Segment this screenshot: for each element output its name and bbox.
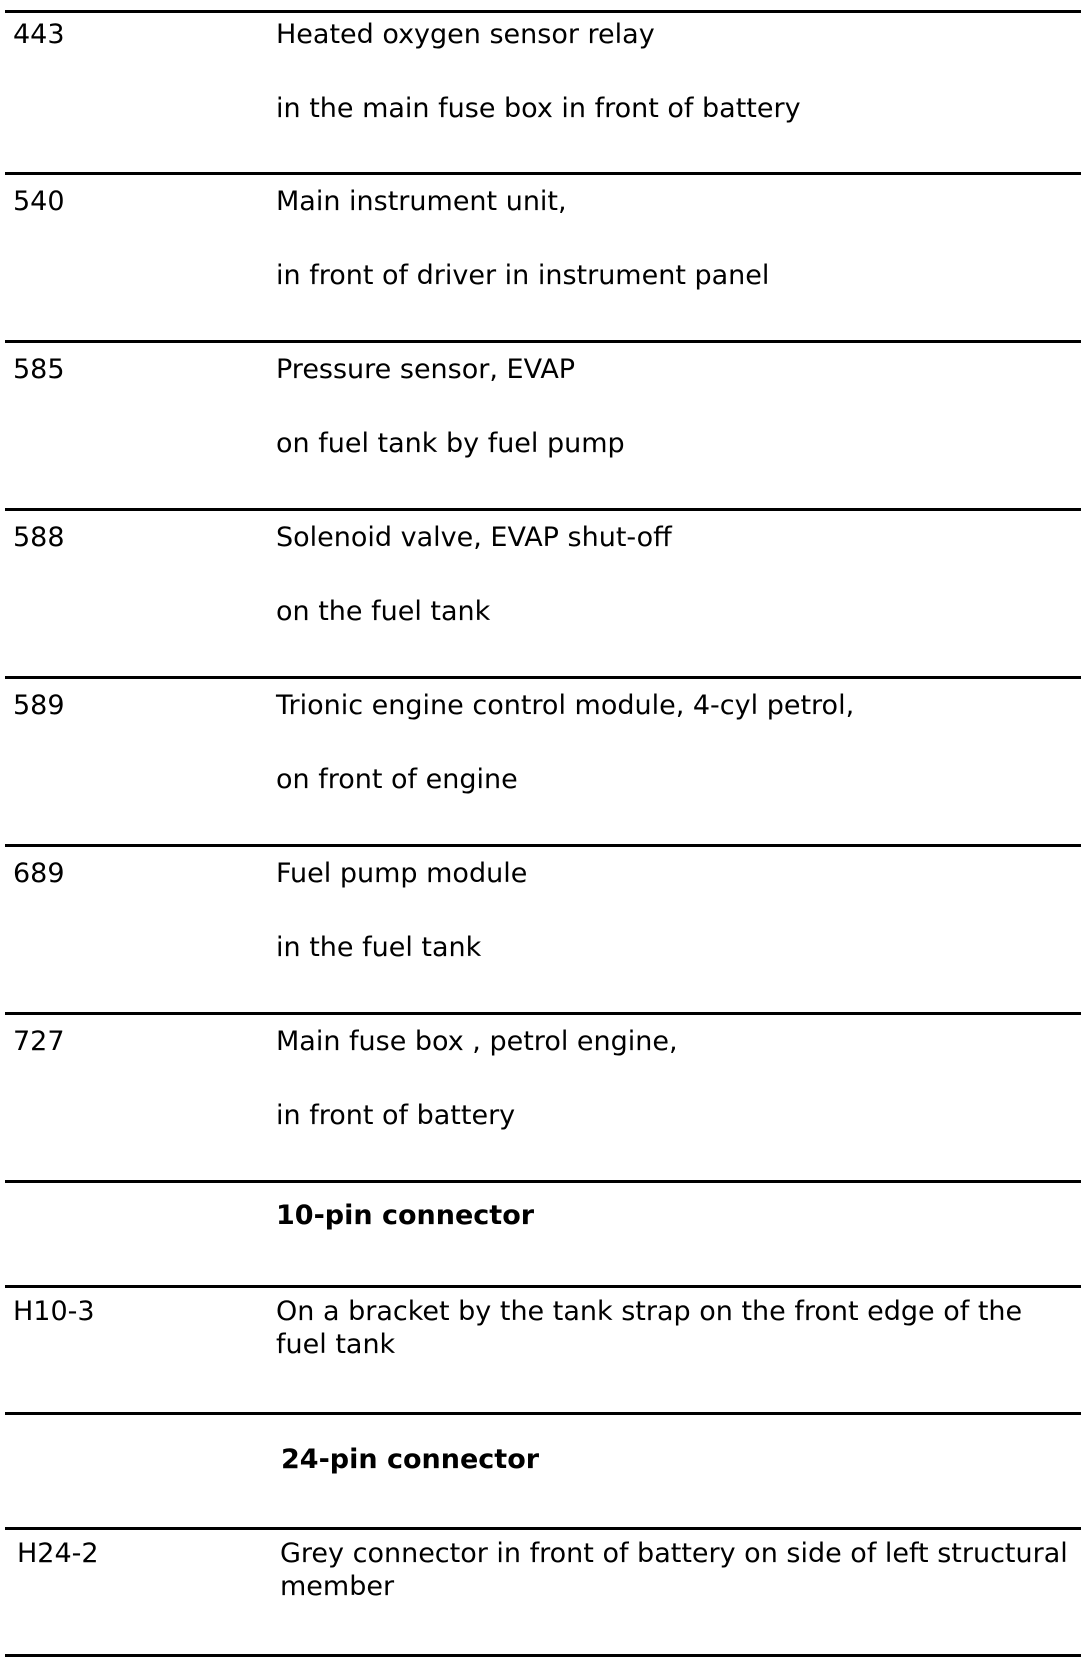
- component-code: 443: [13, 19, 65, 50]
- table-rule: [5, 844, 1081, 847]
- component-location: on fuel tank by fuel pump: [276, 428, 625, 459]
- component-code: 585: [13, 354, 65, 385]
- table-rule: [5, 1527, 1081, 1530]
- section-heading-10-pin: 10-pin connector: [276, 1200, 535, 1231]
- component-code: 588: [13, 522, 65, 553]
- component-code: 540: [13, 186, 65, 217]
- component-code: 689: [13, 858, 65, 889]
- component-name: Trionic engine control module, 4-cyl petrol,: [276, 690, 855, 721]
- connector-code: H24-2: [17, 1538, 99, 1569]
- component-location: in the fuel tank: [276, 932, 482, 963]
- table-rule: [5, 10, 1081, 13]
- connector-code: H10-3: [13, 1296, 95, 1327]
- table-rule: [5, 676, 1081, 679]
- table-rule: [5, 340, 1081, 343]
- section-heading-24-pin: 24-pin connector: [281, 1444, 540, 1475]
- component-location: in front of driver in instrument panel: [276, 260, 770, 291]
- component-name: Solenoid valve, EVAP shut-off: [276, 522, 672, 553]
- table-rule: [5, 172, 1081, 175]
- connector-location: On a bracket by the tank strap on the front edge of the fuel tank: [276, 1296, 1023, 1360]
- connector-location: Grey connector in front of battery on side of left structural member: [280, 1538, 1068, 1602]
- component-code: 727: [13, 1026, 65, 1057]
- table-rule: [5, 1412, 1081, 1415]
- table-rule: [5, 508, 1081, 511]
- component-name: Fuel pump module: [276, 858, 528, 889]
- table-rule: [5, 1654, 1081, 1657]
- component-code: 589: [13, 690, 65, 721]
- component-location: on front of engine: [276, 764, 518, 795]
- component-location: in the main fuse box in front of battery: [276, 93, 801, 124]
- component-location: on the fuel tank: [276, 596, 491, 627]
- table-rule: [5, 1012, 1081, 1015]
- component-location: in front of battery: [276, 1100, 516, 1131]
- table-rule: [5, 1285, 1081, 1288]
- component-name: Main fuse box , petrol engine,: [276, 1026, 678, 1057]
- component-name: Main instrument unit,: [276, 186, 567, 217]
- component-name: Pressure sensor, EVAP: [276, 354, 576, 385]
- component-name: Heated oxygen sensor relay: [276, 19, 655, 50]
- table-rule: [5, 1180, 1081, 1183]
